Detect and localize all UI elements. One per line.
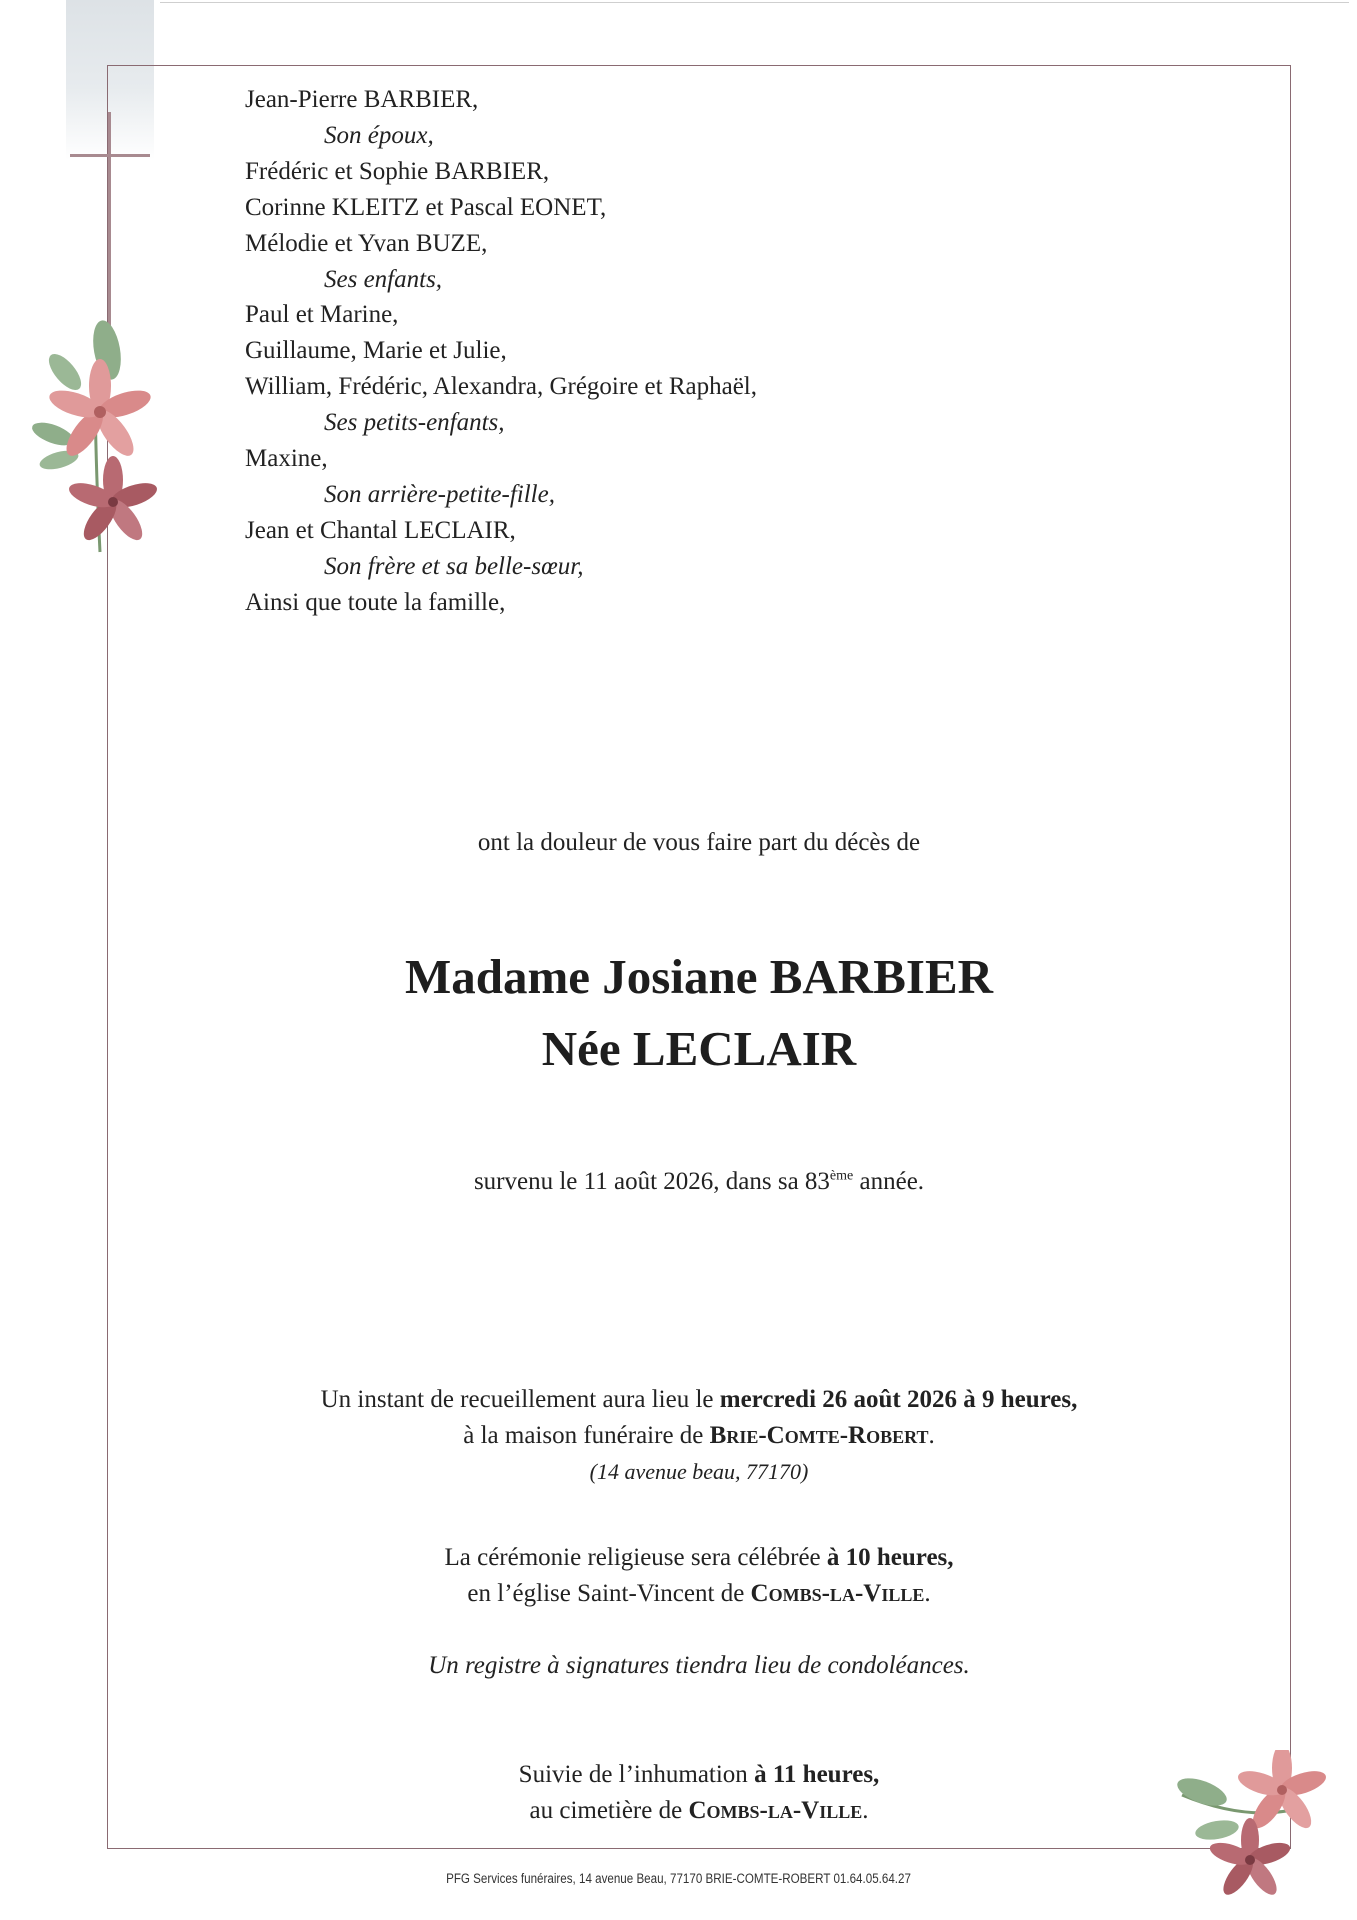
family-name-line: Jean et Chantal LECLAIR, — [245, 516, 516, 544]
recueillement-address: (14 avenue beau, 77170) — [589, 1459, 809, 1484]
recueillement-block — [107, 1382, 1291, 1490]
recueillement-datetime: mercredi 26 août 2026 à 9 heures — [719, 1386, 1072, 1413]
inhumation-time: à 11 heures, — [754, 1761, 880, 1788]
family-name-line: Jean-Pierre BARBIER, — [245, 86, 479, 113]
family-name-line: William, Frédéric, Alexandra, Grégoire et Raphaël, — [245, 373, 757, 401]
ceremonie-time: à 10 heures — [826, 1544, 948, 1571]
inhumation-place: Combs-la-Ville — [688, 1797, 863, 1824]
recueillement-line-2: à la maison funéraire de Brie-Comte-Robert. — [463, 1422, 935, 1449]
recueillement-place: Brie-Comte-Robert — [709, 1422, 929, 1449]
family-name-line: Maxine, — [245, 445, 328, 473]
family-name-line: Guillaume, Marie et Julie, — [245, 337, 507, 365]
ceremonie-block — [107, 1540, 1291, 1612]
footer-funeral-services: PFG Services funéraires, 14 avenue Beau, 77170 BRIE-COMTE-ROBERT 01.64.05.64.27 — [446, 1871, 911, 1886]
registre-text: Un registre à signatures tiendra lieu de condoléances. — [428, 1652, 970, 1679]
ceremonie-line-1: La cérémonie religieuse sera célébrée à 10 heures, — [444, 1544, 954, 1571]
family-name-line: Paul et Marine, — [245, 301, 399, 329]
lily-flowers-icon — [25, 312, 175, 557]
inhumation-block — [107, 1757, 1291, 1829]
announcement-text: ont la douleur de vous faire part du décès de — [477, 829, 921, 856]
family-name-line: Ainsi que toute la famille, — [245, 588, 506, 616]
top-scan-line — [160, 2, 1349, 3]
death-date-text — [107, 1168, 1291, 1196]
deceased-maiden-name: Née LECLAIR — [541, 1021, 857, 1076]
deceased-name-block — [107, 941, 1291, 1085]
family-name-line: Frédéric et Sophie BARBIER, — [245, 157, 550, 185]
family-name-line: Mélodie et Yvan BUZE, — [245, 229, 488, 257]
family-list — [245, 82, 757, 621]
ceremonie-line-2: en l’église Saint-Vincent de Combs-la-Ville. — [467, 1580, 931, 1607]
deceased-name: Madame Josiane BARBIER — [404, 949, 994, 1004]
family-name-line: Corinne KLEITZ et Pascal EONET, — [245, 193, 607, 221]
death-age-ordinal: ème — [829, 1168, 854, 1184]
family-role-line: Ses enfants, — [324, 265, 443, 293]
death-date-prefix: survenu le 11 août 2026, dans sa 83 — [473, 1168, 830, 1195]
family-role-line: Son arrière-petite-fille, — [324, 480, 555, 508]
recueillement-line-1: Un instant de recueillement aura lieu le mercredi 26 août 2026 à 9 heures, — [320, 1386, 1078, 1413]
family-role-line: Ses petits-enfants, — [324, 409, 505, 437]
ceremonie-place: Combs-la-Ville — [750, 1580, 925, 1607]
inhumation-line-2: au cimetière de Combs-la-Ville. — [529, 1797, 869, 1824]
death-date-suffix: année. — [853, 1168, 925, 1195]
family-role-line: Son frère et sa belle-sœur, — [324, 552, 584, 580]
family-role-line: Son époux, — [324, 121, 434, 149]
inhumation-line-1: Suivie de l’inhumation à 11 heures, — [518, 1761, 880, 1788]
